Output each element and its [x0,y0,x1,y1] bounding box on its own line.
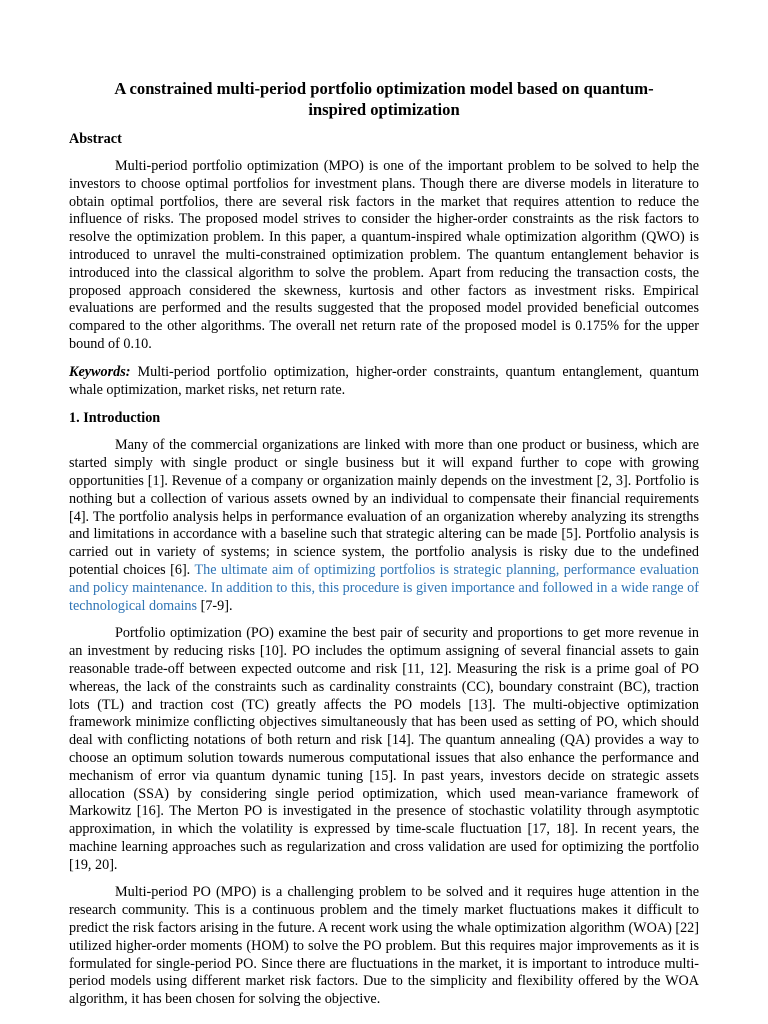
introduction-paragraph-3: Multi-period PO (MPO) is a challenging problem to be solved and it requires huge attention in the research community. This is a continuous problem and the timely market fluctuations makes it difficult to predict the risk factors arising in the future. A recent work using the whale optimization algorithm (WOA) [22] utilized higher-order moments (HOM) to solve the PO problem. But this requires major improvements as it is formulated for single-period PO. Since there are fluctuations in the market, it is important to introduce multi-period models using different market risk factors. Due to the simplicity and flexibility offered by the WOA algorithm, it has been chosen for solving the objective. [69,884,699,1008]
paper-title-line-2: inspired optimization [308,100,460,119]
keywords-text: Multi-period portfolio optimization, higher-order constraints, quantum entanglement, quantum whale optimization, market risks, net return rate. [69,363,699,398]
introduction-paragraph-2: Portfolio optimization (PO) examine the best pair of security and proportions to get more revenue in an investment by reducing risks [10]. PO includes the optimum assigning of several financial assets to gain reasonable trade-off between expected outcome and risk [11, 12]. Measuring the risk is a prime goal of PO whereas, the lack of the constraints such as cardinality constraints (CC), boundary constraint (BC), traction lots (TL) and traction cost (TC) greatly affects the PO models [13]. The multi-objective optimization framework minimize conflicting objectives simultaneously that has been used as setting of PO, which should deal with conflicting notations of both return and risk [14]. The quantum annealing (QA) provides a way to choose an optimum solution towards numerous computational issues that also enhance the performance and mechanism of error via quantum dynamic tuning [15]. In past years, investors decide on strategic assets allocation (SSA) by considering single period optimization, which used mean-variance framework of Markowitz [16]. The Merton PO is investigated in the presence of stochastic volatility through asymptotic approximation, in which the volatility is expressed by time-scale fluctuation [17, 18]. In recent years, the machine learning approaches such as regularization and cross validation are used for optimizing the portfolio [19, 20]. [69,625,699,873]
paragraph-1-text: Many of the commercial organizations are linked with more than one product or business, which are started simply with single product or single business but it will expand further to cope with growing opportunities [1]. Revenue of a company or organization mainly depends on the investment [2, 3]. Portfolio is nothing but a collection of various assets owned by an individual to compensate their financial requirements [4]. The portfolio analysis helps in performance evaluation of an organization whereby analyzing its strengths and limitations in accordance with a baseline such that strategic altering can be made [5]. Portfolio analysis is carried out in variety of systems; in science system, the portfolio analysis is risky due to the undefined potential choices [6]. [69,437,699,578]
introduction-heading: 1. Introduction [69,410,161,427]
keywords [69,364,699,400]
keywords-label: Keywords: [69,363,131,380]
highlighted-text: The ultimate aim of optimizing portfolios is strategic planning, performance evaluation and policy maintenance. In addition to this, this procedure is given importance and followed in a wide range of technological domains [69,561,699,614]
introduction-paragraph-1 [69,437,699,615]
paper-title-line-1: A constrained multi-period portfolio optimization model based on quantum- [114,79,654,98]
paper-title [69,78,699,120]
abstract-text: Multi-period portfolio optimization (MPO) is one of the important problem to be solved to help the investors to choose optimal portfolios for investment plans. Though there are diverse models in literature to obtain optimal portfolios, there are several risk factors in the market that requires attention to reduce the influence of risks. The proposed model strives to consider the higher-order constraints as the risk factors to resolve the optimization problem. In this paper, a quantum-inspired whale optimization algorithm (QWO) is introduced to unravel the multi-constrained optimization problem. The quantum entanglement behavior is introduced into the classical algorithm to solve the problem. Apart from reducing the transaction costs, the proposed approach considered the skewness, kurtosis and other factors as investment risks. Empirical evaluations are performed and the results suggested that the proposed model provided beneficial outcomes compared to the other algorithms. The overall net return rate of the proposed model is 0.175% for the upper bound of 0.10. [69,158,699,352]
abstract-heading: Abstract [69,131,122,147]
paragraph-1-citation: [7-9]. [197,597,233,614]
